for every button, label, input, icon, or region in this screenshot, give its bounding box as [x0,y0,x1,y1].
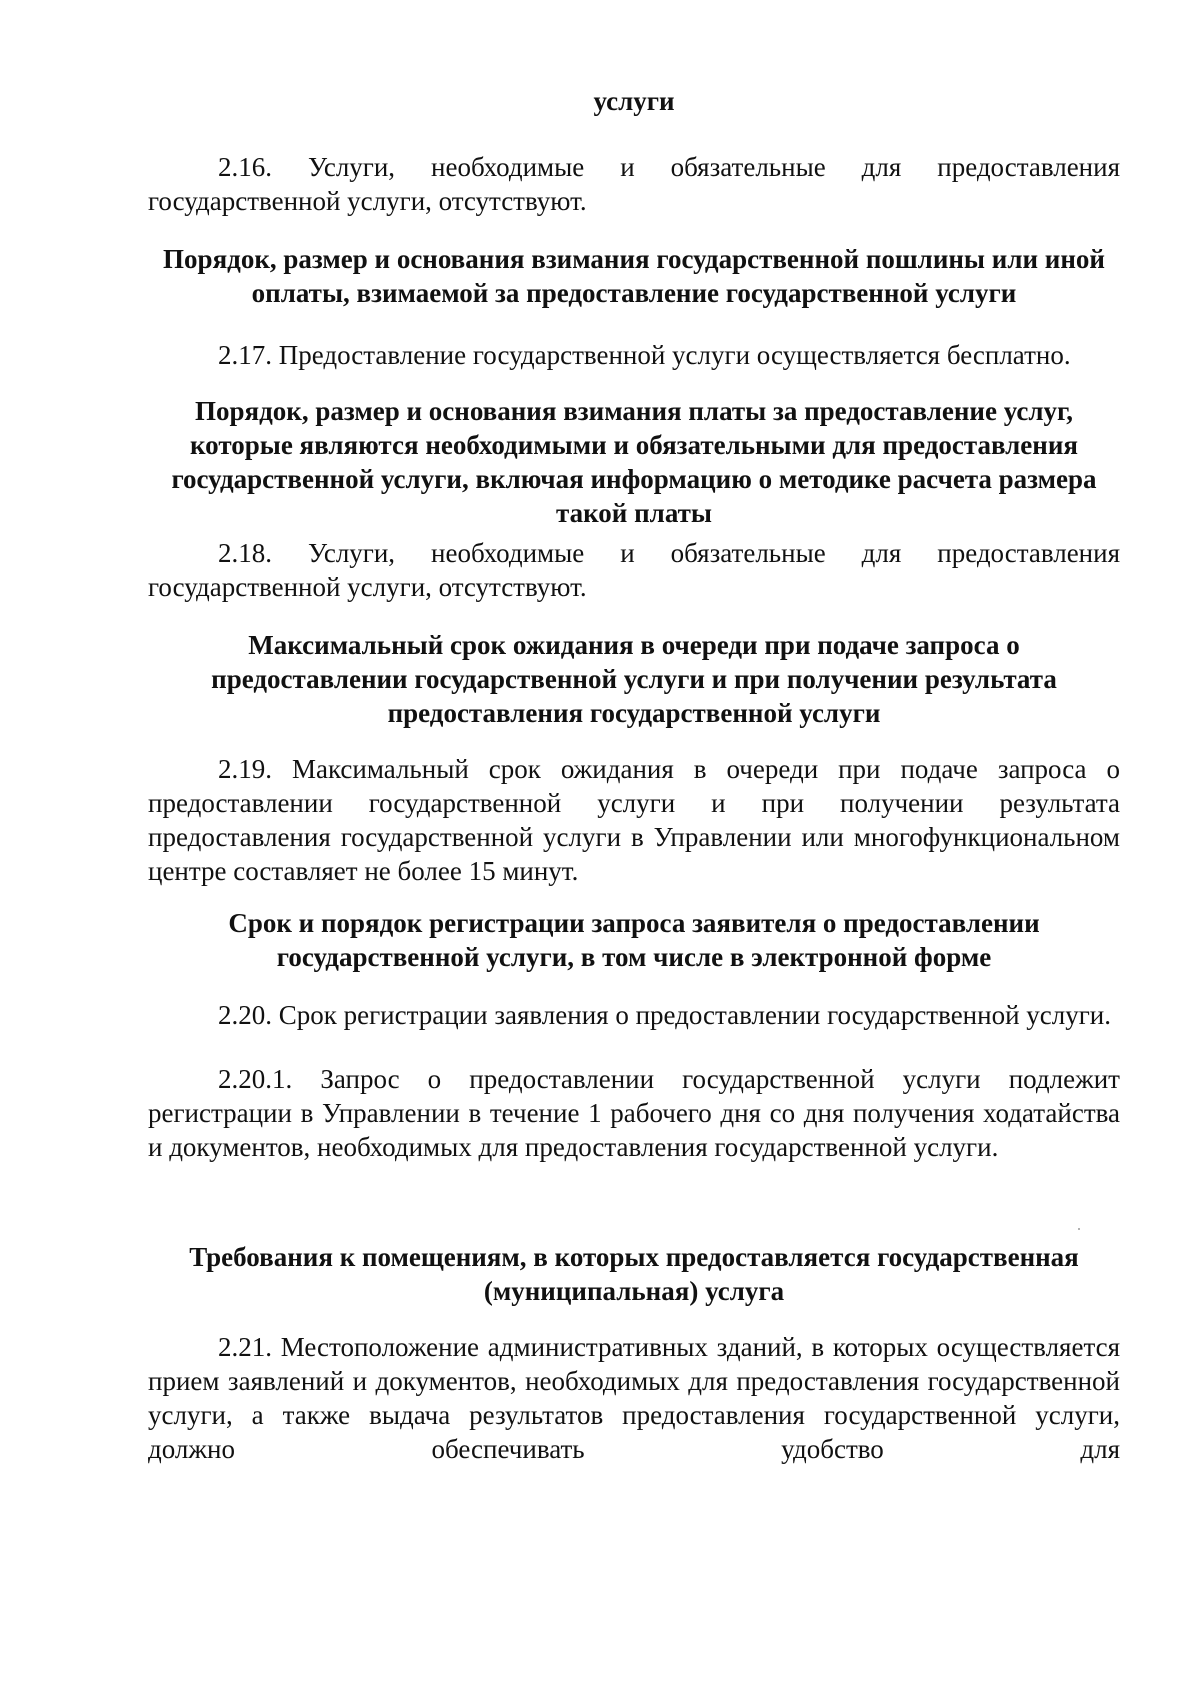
heading-pomescheniya: Требования к помещениям, в которых предоставляется государственная (муниципальная) услуга [189,1242,1079,1306]
scan-speck [1078,1228,1080,1230]
paragraph-2-19: 2.19. Максимальный срок ожидания в очереди при подаче запроса о предоставлении государственной услуги и при получении результата предоставления государственной услуги в Управлении или многофункциональном центре составляет не более 15 минут. [148,754,1120,886]
paragraph-2-20: 2.20. Срок регистрации заявления о предоставлении государственной услуги. [218,1000,1112,1030]
paragraph-2-17: 2.17. Предоставление государственной услуги осуществляется бесплатно. [218,340,1071,370]
paragraph-2-20-1: 2.20.1. Запрос о предоставлении государственной услуги подлежит регистрации в Управлении в течение 1 рабочего дня со дня получения ходатайства и документов, необходимых для предоставления государственной услуги. [148,1064,1120,1162]
paragraph-2-16: 2.16. Услуги, необходимые и обязательные для предоставления государственной услуги, отсутствуют. [148,152,1120,216]
paragraph-2-21: 2.21. Местоположение административных зданий, в которых осуществляется прием заявлений и документов, необходимых для предоставления государственной услуги, а также выдача результатов предоставления государственной услуги, должно обеспечивать удобство для [148,1332,1120,1464]
heading-plata: Порядок, размер и основания взимания платы за предоставление услуг, которые являются необходимыми и обязательными для предоставления государственной услуги, включая информацию о методике расчета размера такой платы [171,396,1097,528]
paragraph-2-18: 2.18. Услуги, необходимые и обязательные для предоставления государственной услуги, отсутствуют. [148,538,1120,602]
heading-uslugi: услуги [593,86,675,116]
heading-registraciya: Срок и порядок регистрации запроса заявителя о предоставлении государственной услуги, в том числе в электронной форме [228,908,1040,972]
heading-ochered: Максимальный срок ожидания в очереди при подаче запроса о предоставлении государственной услуги и при получении результата предоставления государственной услуги [211,630,1057,728]
heading-poshlina: Порядок, размер и основания взимания государственной пошлины или иной оплаты, взимаемой за предоставление государственной услуги [163,244,1105,308]
